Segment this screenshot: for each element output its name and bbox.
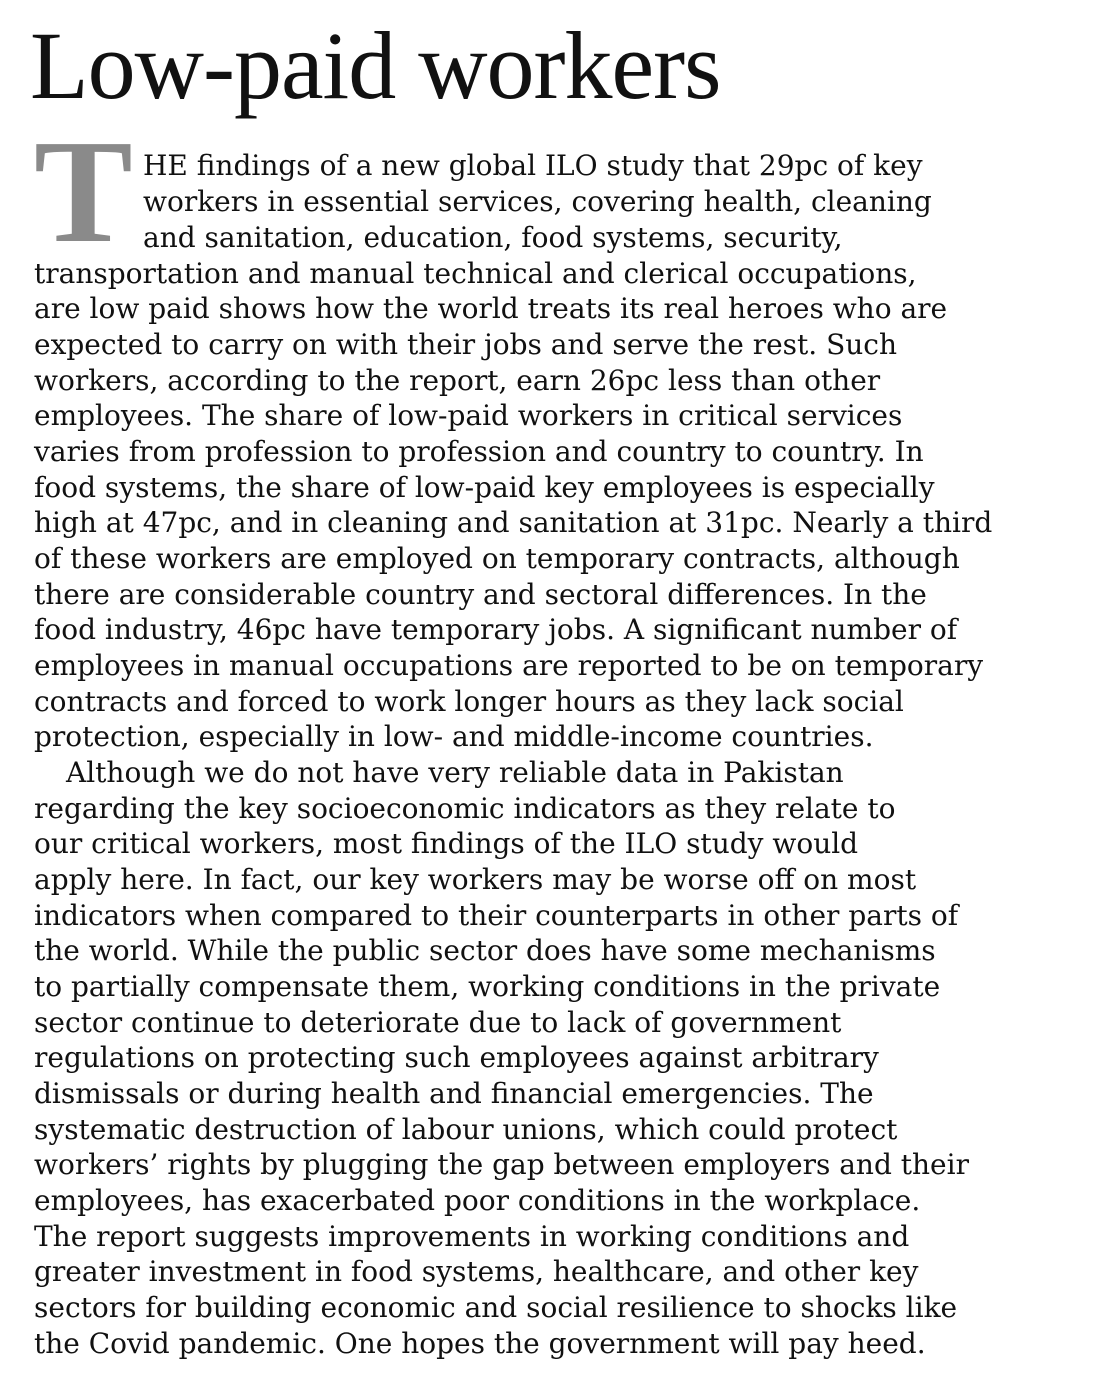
body-line: the world. While the public sector does have some mechanisms [34, 934, 936, 967]
article-headline: Low-paid workers [30, 12, 721, 119]
body-line: food systems, the share of low-paid key employees is especially [34, 471, 935, 504]
body-line: food industry, 46pc have temporary jobs. A significant number of [34, 613, 958, 646]
body-line: regarding the key socioeconomic indicators as they relate to [34, 792, 896, 825]
body-line: workers’ rights by plugging the gap between employers and their [34, 1148, 969, 1181]
body-line: contracts and forced to work longer hours as they lack social [34, 685, 904, 718]
body-line: employees in manual occupations are reported to be on temporary [34, 649, 984, 682]
body-line: indicators when compared to their counterparts in other parts of [34, 899, 959, 932]
body-line: transportation and manual technical and clerical occupations, [34, 257, 917, 290]
body-line: the Covid pandemic. One hopes the government will pay heed. [34, 1327, 926, 1360]
body-line: sectors for building economic and social resilience to shocks like [34, 1291, 958, 1324]
body-line: workers, according to the report, earn 26pc less than other [34, 364, 881, 397]
drop-cap: T [34, 110, 133, 274]
body-line: and sanitation, education, food systems, security, [143, 221, 843, 254]
body-line: protection, especially in low- and middle-income countries. [34, 720, 874, 753]
body-line: expected to carry on with their jobs and serve the rest. Such [34, 328, 898, 361]
body-line: workers in essential services, covering health, cleaning [143, 185, 932, 218]
body-line: systematic destruction of labour unions, which could protect [34, 1113, 898, 1146]
body-line: dismissals or during health and financial emergencies. The [34, 1077, 874, 1110]
body-line: HE findings of a new global ILO study that 29pc of key [143, 149, 923, 182]
body-line: our critical workers, most findings of the ILO study would [34, 827, 859, 860]
body-line: of these workers are employed on temporary contracts, although [34, 542, 960, 575]
body-line: apply here. In fact, our key workers may be worse off on most [34, 863, 917, 896]
body-line: high at 47pc, and in cleaning and sanitation at 31pc. Nearly a third [34, 506, 993, 539]
body-line: employees. The share of low-paid workers in critical services [34, 399, 903, 432]
body-line: The report suggests improvements in working conditions and [34, 1220, 910, 1253]
body-line: varies from profession to profession and country to country. In [34, 435, 924, 468]
body-line: are low paid shows how the world treats its real heroes who are [34, 292, 948, 325]
body-line: to partially compensate them, working conditions in the private [34, 970, 941, 1003]
body-line: there are considerable country and sectoral differences. In the [34, 578, 927, 611]
body-line: employees, has exacerbated poor conditions in the workplace. [34, 1184, 921, 1217]
body-line: sector continue to deteriorate due to lack of government [34, 1006, 842, 1039]
body-line: Although we do not have very reliable data in Pakistan [66, 756, 844, 789]
body-line: regulations on protecting such employees against arbitrary [34, 1041, 879, 1074]
body-line: greater investment in food systems, healthcare, and other key [34, 1255, 919, 1288]
